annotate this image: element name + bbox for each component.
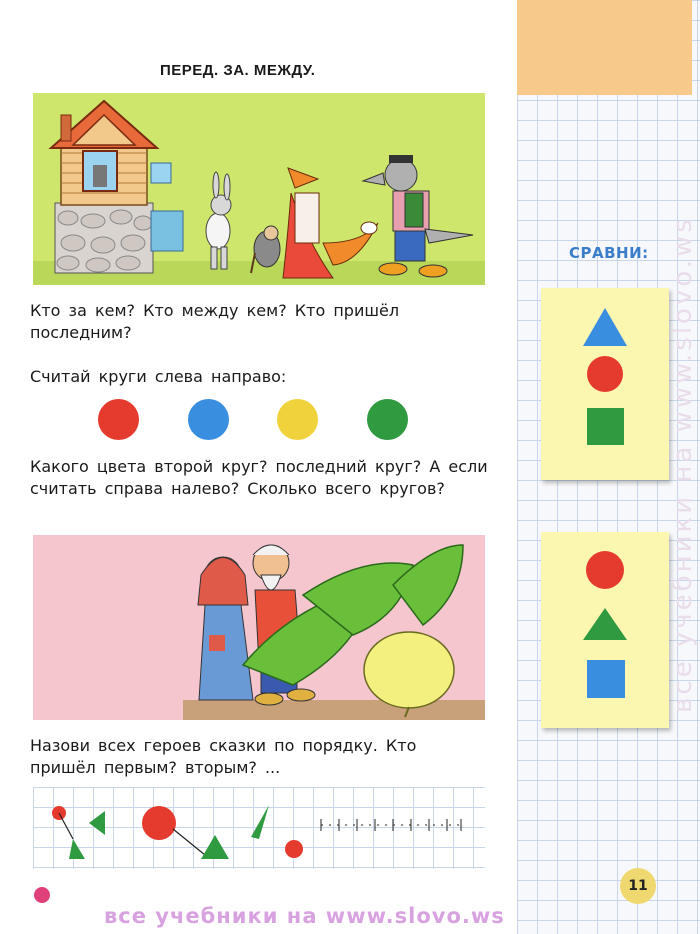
footer-watermark: все учебники на www.slovo.ws xyxy=(104,904,505,928)
question-circle-color: Какого цвета второй круг? последний круг? А если считать справа налево? Сколько всего кругов? xyxy=(30,457,488,498)
margin-header-block xyxy=(517,0,692,95)
compare-card-2 xyxy=(541,532,669,728)
compare-card-1 xyxy=(541,288,669,480)
green-square xyxy=(587,408,624,445)
blue-triangle xyxy=(583,308,627,346)
grid-pattern-exercise xyxy=(33,787,485,869)
circle-1 xyxy=(98,399,139,440)
red-circle xyxy=(587,356,623,392)
circle-4 xyxy=(367,399,408,440)
circle-3 xyxy=(277,399,318,440)
page-number: 11 xyxy=(620,868,656,904)
colored-circles-row xyxy=(90,399,420,443)
pattern-group-1 xyxy=(52,806,105,859)
question-fairy-tale-heroes: Назови всех героев сказки по порядку. Кто пришёл первым? вторым? ... xyxy=(30,736,417,777)
illustration-animals-house xyxy=(33,93,485,285)
side-watermark: все учебники на www.slovo.ws xyxy=(668,216,698,714)
compare-label: СРАВНИ: xyxy=(569,244,649,262)
illustration-turnip xyxy=(33,535,485,720)
hare-image xyxy=(206,172,231,269)
dotted-sequence xyxy=(321,819,461,831)
red-circle xyxy=(586,551,624,589)
house-image xyxy=(51,101,183,273)
grandmother-image xyxy=(198,557,253,700)
question-who-is-behind: Кто за кем? Кто между кем? Кто пришёл последним? xyxy=(30,301,400,342)
circle-2 xyxy=(188,399,229,440)
wolf-image xyxy=(363,155,473,277)
blue-square xyxy=(587,660,625,698)
page-title: ПЕРЕД. ЗА. МЕЖДУ. xyxy=(160,62,316,79)
question-count-circles: Считай круги слева направо: xyxy=(30,367,287,386)
pink-marker-dot xyxy=(34,887,50,903)
pattern-group-2 xyxy=(142,805,303,859)
green-triangle xyxy=(583,608,627,640)
